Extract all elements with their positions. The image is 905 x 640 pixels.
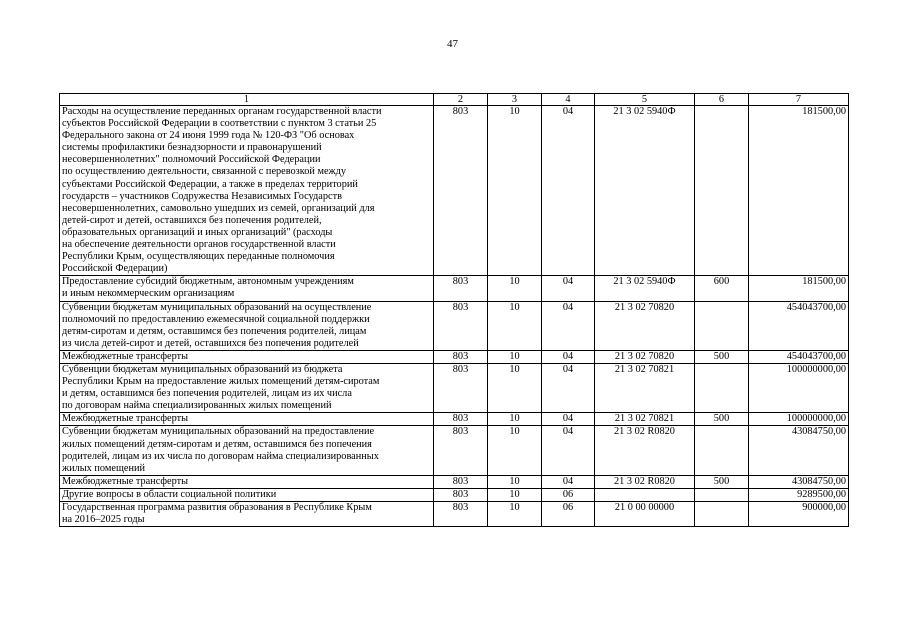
amount: 100000000,00 [749,363,849,412]
expense-name-line: Расходы на осуществление переданных органам государственной власти [62,106,382,117]
expense-name-line: субъектов Российской Федерации в соответствии с пунктом 3 статьи 25 [62,118,377,130]
subsection-part-code: 06 [542,502,595,527]
expense-name-line: родителей, лицам из их числа по договорам найма специализированных [62,450,379,462]
expense-name-line: Федерального закона от 24 июня 1999 года № 120-ФЗ "Об основах [62,130,355,142]
table-row [60,350,849,363]
expense-name-line: жилых помещений [62,462,145,474]
expense-type-code [695,301,749,350]
subsection-code: 10 [488,350,542,363]
expense-name-line: Субвенции бюджетам муниципальных образований из бюджета [62,363,343,375]
expense-type-code [695,426,749,475]
section-code: 803 [434,488,488,501]
expense-name-line: по договорам найма специализированных жилых помещений [62,400,332,412]
page-number: 47 [447,38,458,50]
section-code: 803 [434,363,488,412]
subsection-part-code: 06 [542,488,595,501]
expense-name-line: Российской Федерации) [62,263,168,275]
header-cell-7: 7 [749,94,849,106]
header-cell-4: 4 [542,94,595,106]
target-article-code: 21 3 02 70821 [595,363,695,412]
subsection-code: 10 [488,488,542,501]
target-article-code: 21 3 02 5940Ф [595,106,695,276]
expense-name [60,350,434,363]
expense-name-line: на обеспечение деятельности органов государственной власти [62,239,336,251]
expense-name-line: по осуществлению деятельности, связанной с перевозкой между [62,166,347,178]
expense-name-line: несовершеннолетних" полномочий Российской Федерации [62,154,321,166]
expense-name-line: государств – участников Содружества Независимых Государств [62,190,342,202]
section-code: 803 [434,502,488,527]
expense-name-line: Другие вопросы в области социальной политики [62,488,277,500]
section-code: 803 [434,426,488,475]
amount: 454043700,00 [749,350,849,363]
table-row [60,502,849,527]
target-article-code: 21 3 02 70821 [595,413,695,426]
expense-type-code [695,106,749,276]
expense-name-line: образовательных организаций и иных организаций" (расходы [62,226,333,238]
expense-name [60,276,434,301]
expense-name-line: детей-сирот и детей, оставшихся без попечения родителей, [62,214,322,226]
subsection-code: 10 [488,502,542,527]
table-row [60,475,849,488]
expense-name [60,488,434,501]
section-code: 803 [434,475,488,488]
table-row [60,488,849,501]
target-article-code: 21 3 02 70820 [595,301,695,350]
expense-name-line: несовершеннолетних, самовольно ушедших из семей, организаций для [62,202,375,214]
expense-type-code: 500 [695,413,749,426]
expense-name-line: и иным некоммерческим организациям [62,288,235,300]
amount: 100000000,00 [749,413,849,426]
amount: 181500,00 [749,106,849,276]
expense-type-code [695,363,749,412]
header-cell-6: 6 [695,94,749,106]
amount: 181500,00 [749,276,849,301]
table-header-row [60,94,849,106]
expense-type-code: 600 [695,276,749,301]
subsection-part-code: 04 [542,106,595,276]
subsection-code: 10 [488,413,542,426]
expense-name [60,363,434,412]
expense-name [60,413,434,426]
target-article-code: 21 3 02 R0820 [595,426,695,475]
header-cell-1: 1 [60,94,434,106]
budget-table [59,93,849,527]
expense-name-line: Межбюджетные трансферты [62,475,189,487]
expense-name-line: Государственная программа развития образования в Республике Крым [62,502,372,513]
amount: 43084750,00 [749,475,849,488]
expense-name [60,301,434,350]
header-cell-5: 5 [595,94,695,106]
target-article-code: 21 3 02 70820 [595,350,695,363]
subsection-code: 10 [488,363,542,412]
section-code: 803 [434,301,488,350]
expense-name-line: полномочий по предоставлению ежемесячной социальной поддержки [62,313,370,325]
table-row [60,301,849,350]
section-code: 803 [434,413,488,426]
expense-name [60,475,434,488]
table-row [60,363,849,412]
expense-name-line: Субвенции бюджетам муниципальных образований на предоставление [62,426,375,438]
header-cell-2: 2 [434,94,488,106]
expense-name-line: системы профилактики безнадзорности и правонарушений [62,142,322,154]
header-cell-3: 3 [488,94,542,106]
expense-name-line: субъектами Российской Федерации, а также в пределах территорий [62,178,358,190]
subsection-code: 10 [488,475,542,488]
expense-name-line: Республики Крым, осуществляющих переданные полномочия [62,251,335,263]
subsection-part-code: 04 [542,475,595,488]
subsection-code: 10 [488,426,542,475]
target-article-code [595,488,695,501]
subsection-code: 10 [488,301,542,350]
subsection-code: 10 [488,106,542,276]
expense-name-line: и детям, оставшимся без попечения родителей, лицам из их числа [62,388,352,400]
subsection-part-code: 04 [542,350,595,363]
expense-type-code [695,488,749,501]
subsection-part-code: 04 [542,301,595,350]
section-code: 803 [434,350,488,363]
section-code: 803 [434,276,488,301]
subsection-code: 10 [488,276,542,301]
subsection-part-code: 04 [542,426,595,475]
expense-name-line: Предоставление субсидий бюджетным, автономным учреждениям [62,276,354,288]
expense-name-line: Межбюджетные трансферты [62,350,189,362]
table-row [60,426,849,475]
table-row [60,106,849,276]
table-row [60,413,849,426]
expense-type-code: 500 [695,475,749,488]
subsection-part-code: 04 [542,363,595,412]
subsection-part-code: 04 [542,276,595,301]
expense-name-line: Субвенции бюджетам муниципальных образований на осуществление [62,301,372,313]
expense-name-line: жилых помещений детям-сиротам и детям, оставшимся без попечения [62,438,372,450]
expense-name-line: Республики Крым на предоставление жилых помещений детям-сиротам [62,376,380,388]
section-code: 803 [434,106,488,276]
target-article-code: 21 3 02 5940Ф [595,276,695,301]
expense-name-line: Межбюджетные трансферты [62,413,189,425]
amount: 454043700,00 [749,301,849,350]
expense-name [60,426,434,475]
expense-name-line: на 2016–2025 годы [62,514,145,526]
amount: 43084750,00 [749,426,849,475]
amount: 9289500,00 [749,488,849,501]
target-article-code: 21 0 00 00000 [595,502,695,527]
amount: 900000,00 [749,502,849,527]
expense-type-code: 500 [695,350,749,363]
expense-name [60,502,434,527]
expense-name-line: детям-сиротам и детям, оставшимся без попечения родителей, лицам [62,325,367,337]
expense-name-line: из числа детей-сирот и детей, оставшихся без попечения родителей [62,337,359,349]
target-article-code: 21 3 02 R0820 [595,475,695,488]
table-row [60,276,849,301]
expense-type-code [695,502,749,527]
expense-name [60,106,434,276]
subsection-part-code: 04 [542,413,595,426]
